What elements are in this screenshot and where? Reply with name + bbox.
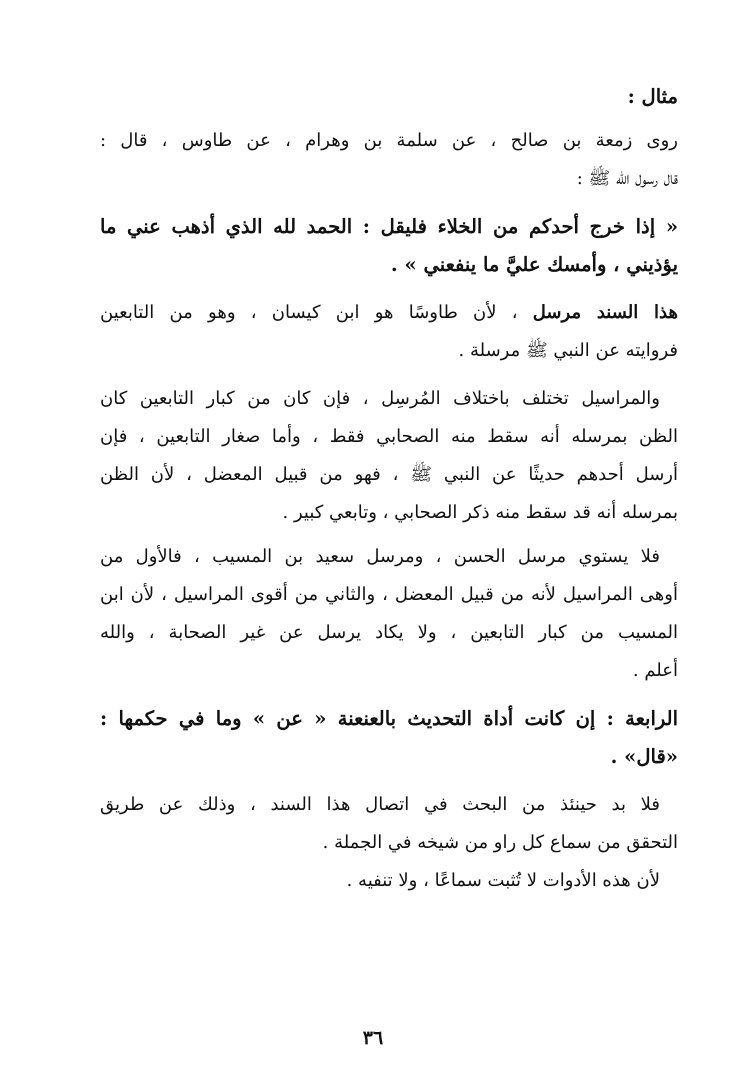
- conclusion-line-3: لأن هذه الأدوات لا تُثبت سماعًا ، ولا تنفيه .: [346, 870, 660, 891]
- sanad-line-1-rest: ، لأن طاوسًا هو ابن كيسان ، وهو من التابعين: [100, 302, 518, 323]
- fourth-point-line-1: الرابعة : إن كانت أداة التحديث بالعنعنة « عن » وما في حكمها :: [100, 707, 678, 730]
- conclusion-line-1: فلا بد حينئذ من البحث في اتصال هذا السند ، وذلك عن طريق: [100, 794, 660, 815]
- comparison-line-4: أعلم .: [632, 660, 678, 681]
- marasil-line-3: أرسل أحدهم حديثًا عن النبي ﷺ ، فهو من قبيل المعضل ، لأن الظن: [100, 464, 678, 485]
- marasil-line-1: والمراسيل تختلف باختلاف المُرسِل ، فإن كان من كبار التابعين كان: [100, 388, 660, 409]
- sanad-mursal-label: هذا السند مرسل: [532, 302, 678, 323]
- conclusion-line-2: التحقق من سماع كل راو من شيخه في الجملة .: [322, 832, 678, 853]
- hadith-line-2: يؤذيني ، وأمسك عليَّ ما ينفعني » .: [390, 253, 678, 276]
- hadith-line-1: « إذا خرج أحدكم من الخلاء فليقل : الحمد لله الذي أذهب عني ما: [100, 215, 678, 238]
- marasil-line-2: الظن بمرسله أنه سقط منه الصحابي فقط ، وأما صغار التابعين ، فإن: [100, 426, 678, 447]
- page-body: [100, 78, 678, 900]
- comparison-line-1: فلا يستوي مرسل الحسن ، ومرسل سعيد بن المسيب ، فالأول من: [100, 546, 660, 567]
- comparison-line-2: أوهى المراسيل لأنه من قبيل المعضل ، والثاني من أقوى المراسيل ، لأن ابن: [100, 584, 678, 605]
- comparison-line-3: المسيب من كبار التابعين ، ولا يكاد يرسل عن غير الصحابة ، والله: [100, 622, 678, 643]
- sanad-line-2: فروايته عن النبي ﷺ مرسلة .: [458, 340, 678, 361]
- fourth-point-line-2: «قال» .: [610, 745, 678, 768]
- section-heading: مثال :: [627, 85, 678, 108]
- marasil-line-4: بمرسله أنه قد سقط منه ذكر الصحابي ، وتابعي كبير .: [282, 502, 678, 523]
- narration-line-2: قال رسول الله ﷺ :: [576, 168, 678, 189]
- page-number: ٣٦: [362, 1027, 384, 1049]
- narration-line-1: روى زمعة بن صالح ، عن سلمة بن وهرام ، عن طاوس ، قال :: [100, 130, 678, 151]
- sanad-line-1: [100, 294, 678, 332]
